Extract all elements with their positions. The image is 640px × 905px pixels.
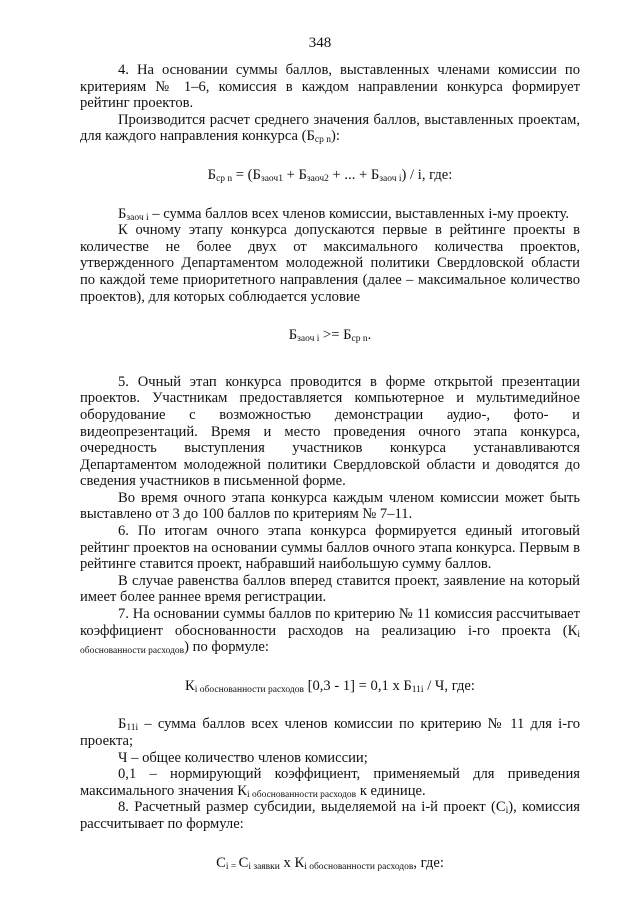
subscript: i обоснованности расходов <box>80 629 580 657</box>
formula-part: + Б <box>282 166 307 183</box>
subscript: заоч1 <box>260 173 283 184</box>
formula-part: >= Б <box>319 327 352 344</box>
text-fragment: Б <box>118 716 127 733</box>
paragraph-7-coefficient <box>80 606 580 656</box>
subscript: ср n <box>314 135 331 146</box>
subscript: i обоснованности расходов <box>304 861 414 872</box>
formula-subsidy <box>80 855 580 872</box>
page-number: 348 <box>308 35 332 51</box>
paragraph-8-subsidy <box>80 799 580 832</box>
definition-criterion-11 <box>80 716 580 749</box>
definition-normalizing <box>80 766 580 799</box>
formula-part: x К <box>279 854 305 871</box>
text-fragment: ) по формуле: <box>184 639 269 656</box>
paragraph-5-scores: Во время очного этапа конкурса каждым членом комиссии может быть выставлено от 3 до 100 баллов по критериям № 7–11. <box>80 489 580 523</box>
subscript: заоч i <box>126 212 149 223</box>
subscript: 11i <box>126 723 139 734</box>
paragraph-4-average <box>80 112 580 145</box>
formula-part: К <box>185 677 195 694</box>
text-fragment: – сумма баллов всех членов комиссии, выставленных i-му проекту. <box>148 205 570 222</box>
subscript: i <box>505 806 509 817</box>
formula-part: [0,3 - 1] = 0,1 x Б <box>303 677 412 694</box>
text-fragment: к единице. <box>356 782 426 799</box>
formula-part: С <box>238 854 249 871</box>
text-fragment: ), комиссия рассчитывает по формуле: <box>80 799 580 832</box>
formula-part: , где: <box>413 854 444 871</box>
text-fragment: – сумма баллов всех членов комиссии по критерию № 11 для i-го проекта; <box>80 716 580 749</box>
subscript: заоч2 <box>306 173 329 184</box>
subscript: i заявки <box>248 861 280 872</box>
subscript: i = <box>225 861 239 872</box>
formula-average-score <box>80 167 580 184</box>
formula-part: / Ч, где: <box>423 677 475 694</box>
paragraph-6-final-rating: 6. По итогам очного этапа конкурса формируется единый итоговый рейтинг проектов на основании суммы баллов очного этапа конкурса. Первым в рейтинге ставится проект, набравший наибольшую сумму баллов. <box>80 523 580 573</box>
subscript: i обоснованности расходов <box>246 789 357 800</box>
text-fragment: 0,1 – нормирующий коэффициент, применяемый для приведения максимального значения К <box>80 766 580 799</box>
formula-part: . <box>367 327 372 344</box>
paragraph-4-admission: К очному этапу конкурса допускаются первые в рейтинге проекты в количестве не более двух от максимального количества проектов, утвержденного Департаментом молодежной политики Свердловской области по каждой теме приоритетного направления (далее – максимальное количество проектов), для которых соблюдается условие <box>80 222 580 305</box>
formula-part: С <box>216 854 226 871</box>
definition-score-sum <box>80 206 580 223</box>
paragraph-6-tie: В случае равенства баллов вперед ставится проект, заявление на который имеет более раннее время регистрации. <box>80 572 580 606</box>
formula-part: Б <box>207 166 217 183</box>
text-fragment: 8. Расчетный размер субсидии, выделяемой на i-й проект (С <box>118 799 506 816</box>
subscript: ср n <box>351 334 368 345</box>
text-fragment: Б <box>118 205 127 222</box>
subscript: заоч i <box>379 173 402 184</box>
text-fragment: ): <box>330 128 340 145</box>
paragraph-4-rating: 4. На основании суммы баллов, выставленных членами комиссии по критериям № 1–6, комиссия в каждом направлении конкурса формирует рейтинг проектов. <box>80 62 580 112</box>
formula-part: ) / i, где: <box>401 166 453 183</box>
formula-coefficient <box>80 678 580 695</box>
page-body <box>80 62 580 871</box>
formula-part: = (Б <box>232 166 261 183</box>
subscript: i обоснованности расходов <box>194 684 304 695</box>
formula-part: Б <box>288 327 298 344</box>
subscript: 11i <box>411 684 424 695</box>
subscript: ср n <box>216 173 233 184</box>
formula-part: + ... + Б <box>328 166 380 183</box>
formula-condition <box>80 327 580 344</box>
definition-member-count: Ч – общее количество членов комиссии; <box>118 749 368 766</box>
text-fragment: 7. На основании суммы баллов по критерию № 11 комиссия рассчитывает коэффициент обоснованности расходов на реализацию i-го проекта (К <box>80 606 580 639</box>
subscript: заоч i <box>297 334 320 345</box>
paragraph-5-presentation: 5. Очный этап конкурса проводится в форме открытой презентации проектов. Участникам предоставляется компьютерное и мультимедийное оборудование с возможностью демонстрации аудио-, фото- и видеопрезентаций. Время и место проведения очного этапа конкурса, очередность выступления участников конкурса устанавливаются Департаментом молодежной политики Свердловской области и доводятся до сведения участников в письменной форме. <box>80 373 580 490</box>
text-fragment: Производится расчет среднего значения баллов, выставленных проектам, для каждого направления конкурса (Б <box>80 111 580 145</box>
